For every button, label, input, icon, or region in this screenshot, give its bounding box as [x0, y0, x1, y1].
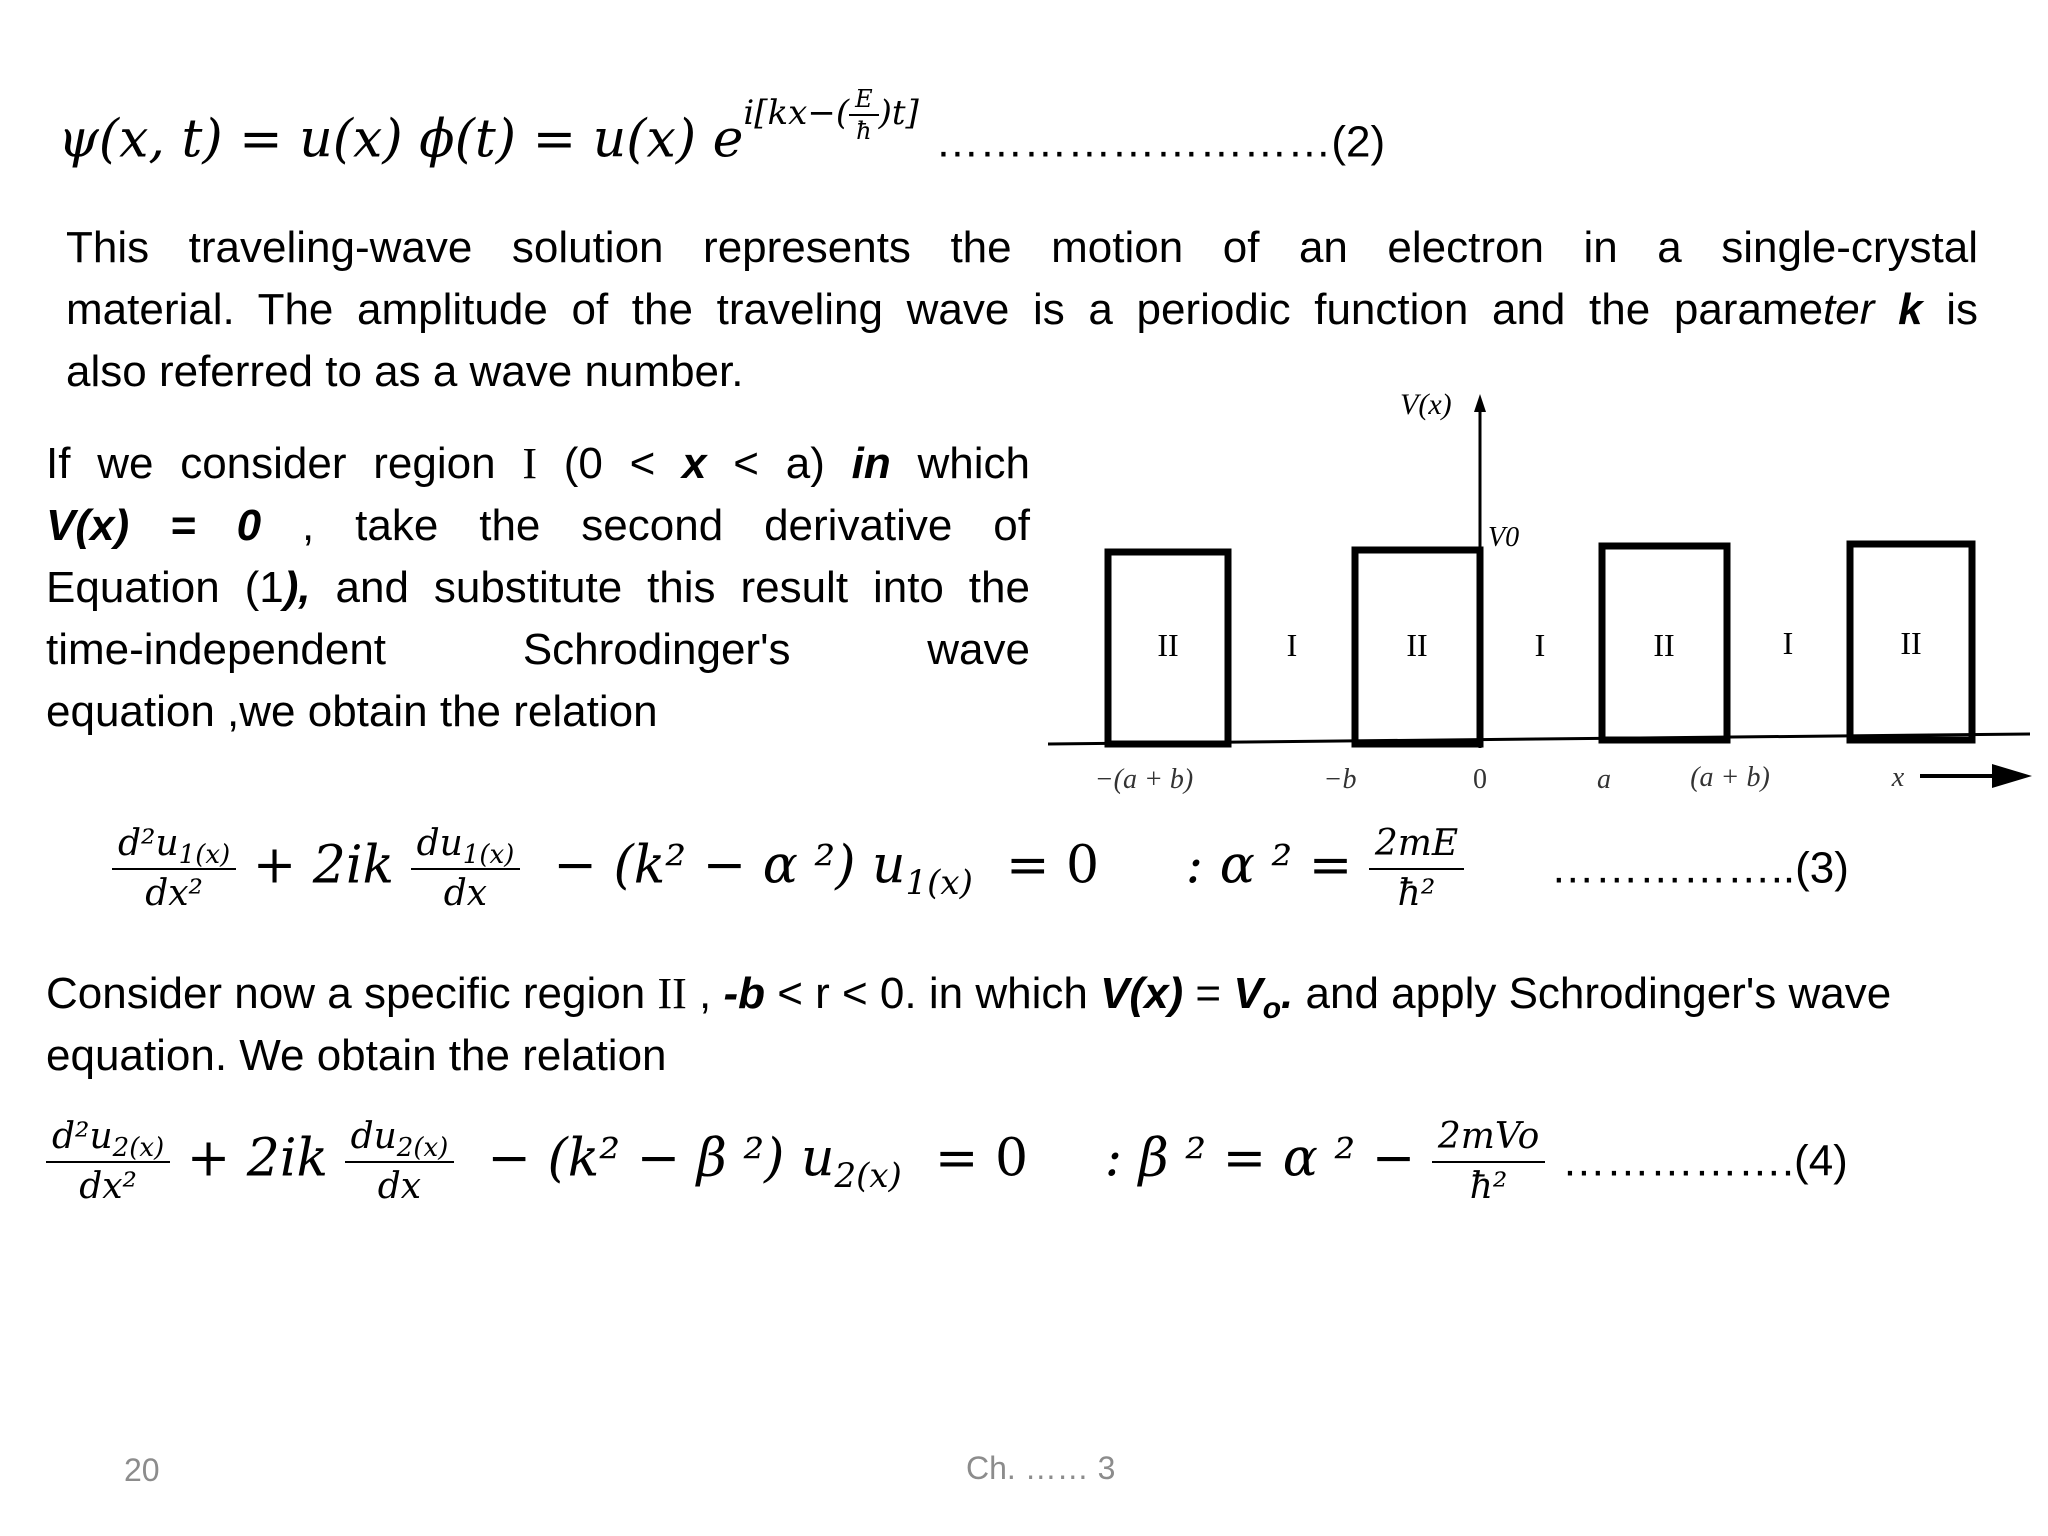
eq2-label: (2) [1331, 117, 1386, 167]
para3-vx: V(x) [1100, 969, 1184, 1018]
region-label: I [1782, 625, 1794, 661]
x-tick-label: (a + b) [1690, 762, 1770, 793]
eq2-leader: ……………………… [935, 117, 1332, 167]
eq3-leader: …………….. [1550, 843, 1796, 893]
eq3-cond-num: 2mE [1369, 822, 1464, 870]
paragraph-region-one [46, 433, 1030, 743]
eq3-label: (3) [1795, 843, 1849, 893]
para2-vx-zero: V(x) = 0 [46, 501, 262, 550]
eq3-frac2-den: dx [443, 873, 488, 914]
eq4-rest-sub: 2(x) [834, 1155, 902, 1196]
periodic-potential-figure [1040, 380, 2040, 800]
eq4-frac2-num: du [350, 1116, 397, 1157]
eq2-exponent-prefix: i[kx−( [743, 93, 850, 133]
para2-line1 [46, 433, 1030, 495]
para3-text: < r < 0. in which [777, 969, 1088, 1018]
para2-text: If we consider region [46, 439, 496, 488]
eq4-rest: − (k² − β ²) u [487, 1128, 835, 1189]
eq3-frac1-num: d²u [118, 823, 179, 864]
eq3-frac1-den: dx² [145, 873, 203, 914]
para3-text: Consider now a specific region [46, 969, 646, 1018]
eq2-lhs: ψ(x, t) = u(x) ϕ(t) = u(x) e [58, 109, 744, 170]
eq3-frac2-num-sub: 1(x) [462, 840, 515, 871]
para3-text: and apply Schrodinger's wave [1305, 969, 1892, 1018]
para3-text: = [1195, 969, 1222, 1018]
eq3-frac2-num: du [416, 823, 463, 864]
x-tick-label: a [1597, 764, 1611, 795]
region-roman-one: I [522, 439, 537, 488]
equation-4 [46, 1115, 1848, 1209]
para2-text: Equation (1 [46, 563, 284, 612]
x-axis-label: x [1891, 762, 1905, 793]
region-label: I [1286, 627, 1298, 663]
eq4-condition: : β ² = α ² − [1104, 1128, 1416, 1189]
eq4-frac2-num-sub: 2(x) [396, 1133, 449, 1164]
eq4-cond-num: 2mVo [1432, 1115, 1545, 1163]
para2-line4: time-independent Schrodinger's wave [46, 625, 1030, 674]
page-number: 20 [124, 1452, 160, 1488]
para2-line3 [46, 557, 1030, 619]
chapter-label: Ch. …… 3 [966, 1450, 1116, 1486]
x-tick-label: −b [1323, 764, 1357, 795]
para2-text: , take the second derivative of [302, 501, 1030, 550]
para2-x: x [682, 439, 707, 488]
eq3-frac1-num-sub: 1(x) [178, 840, 231, 871]
para3-line1 [46, 963, 2016, 1025]
eq4-frac1-num: d²u [52, 1116, 113, 1157]
eq4-label: (4) [1794, 1136, 1848, 1186]
x-tick-label: 0 [1473, 764, 1487, 795]
region-label: II [1157, 627, 1179, 663]
para1-line2-text: material. The amplitude of the traveling wave is a periodic function and the parame [66, 285, 1824, 334]
para3-vo-sub: o [1262, 991, 1282, 1025]
eq2-exp-denominator: ħ [856, 117, 872, 145]
region-label: II [1900, 625, 1922, 661]
para1-line2 [66, 279, 1978, 341]
x-arrow-icon [1992, 764, 2032, 788]
para1-line3: also referred to as a wave number. [66, 347, 744, 396]
eq3-mid: + 2ik [252, 835, 395, 896]
para1-line1: This traveling-wave solution represents the motion of an electron in a single-crystal [66, 223, 1978, 272]
region-label: II [1653, 627, 1675, 663]
para2-text: (0 < [563, 439, 656, 488]
eq4-cond-den: ħ² [1469, 1166, 1508, 1207]
para2-in: in [851, 439, 891, 488]
eq4-frac1-den: dx² [79, 1166, 137, 1207]
y-axis-label: V(x) [1400, 388, 1452, 421]
para2-text: < a) [733, 439, 825, 488]
eq3-condition: : α ² = [1185, 835, 1353, 896]
region-label: I [1534, 627, 1546, 663]
para2-text: which [917, 439, 1030, 488]
eq4-frac1-num-sub: 2(x) [112, 1133, 165, 1164]
eq3-rest: − (k² − α ²) u [553, 835, 906, 896]
para1-line2-end: is [1946, 285, 1978, 334]
eq4-leader: ……………. [1561, 1136, 1795, 1186]
eq2-exponent-suffix: )t] [878, 93, 919, 133]
para2-line2 [46, 495, 1030, 557]
para2-text: and substitute this result into the [335, 563, 1030, 612]
y-axis-arrow-icon [1474, 394, 1486, 412]
region-label: II [1406, 627, 1428, 663]
v0-label: V0 [1488, 522, 1520, 553]
para3-line2: equation. We obtain the relation [46, 1031, 667, 1080]
x-tick-label: −(a + b) [1094, 764, 1194, 795]
region-roman-two: II [657, 969, 687, 1018]
para3-vo: V [1233, 969, 1263, 1018]
para1-param-k: k [1898, 285, 1923, 334]
paragraph-region-two [46, 963, 2016, 1087]
para3-vo-dot: . [1281, 969, 1294, 1018]
para2-bold-comma: ), [283, 563, 311, 612]
eq3-cond-den: ħ² [1397, 873, 1436, 914]
eq2-exp-numerator: E [849, 86, 879, 116]
eq4-frac2-den: dx [377, 1166, 422, 1207]
paragraph-traveling-wave [66, 217, 1978, 403]
eq3-equals-zero: = 0 [1005, 835, 1100, 896]
para3-neg-b: -b [723, 969, 765, 1018]
equation-2 [58, 85, 1386, 172]
para2-line5: equation ,we obtain the relation [46, 687, 658, 736]
eq3-rest-sub: 1(x) [905, 862, 973, 903]
para3-text: , [698, 969, 712, 1018]
eq4-equals-zero: = 0 [934, 1128, 1029, 1189]
equation-3 [112, 822, 1849, 916]
para1-line2-italic: ter [1823, 285, 1875, 334]
eq4-mid: + 2ik [186, 1128, 329, 1189]
